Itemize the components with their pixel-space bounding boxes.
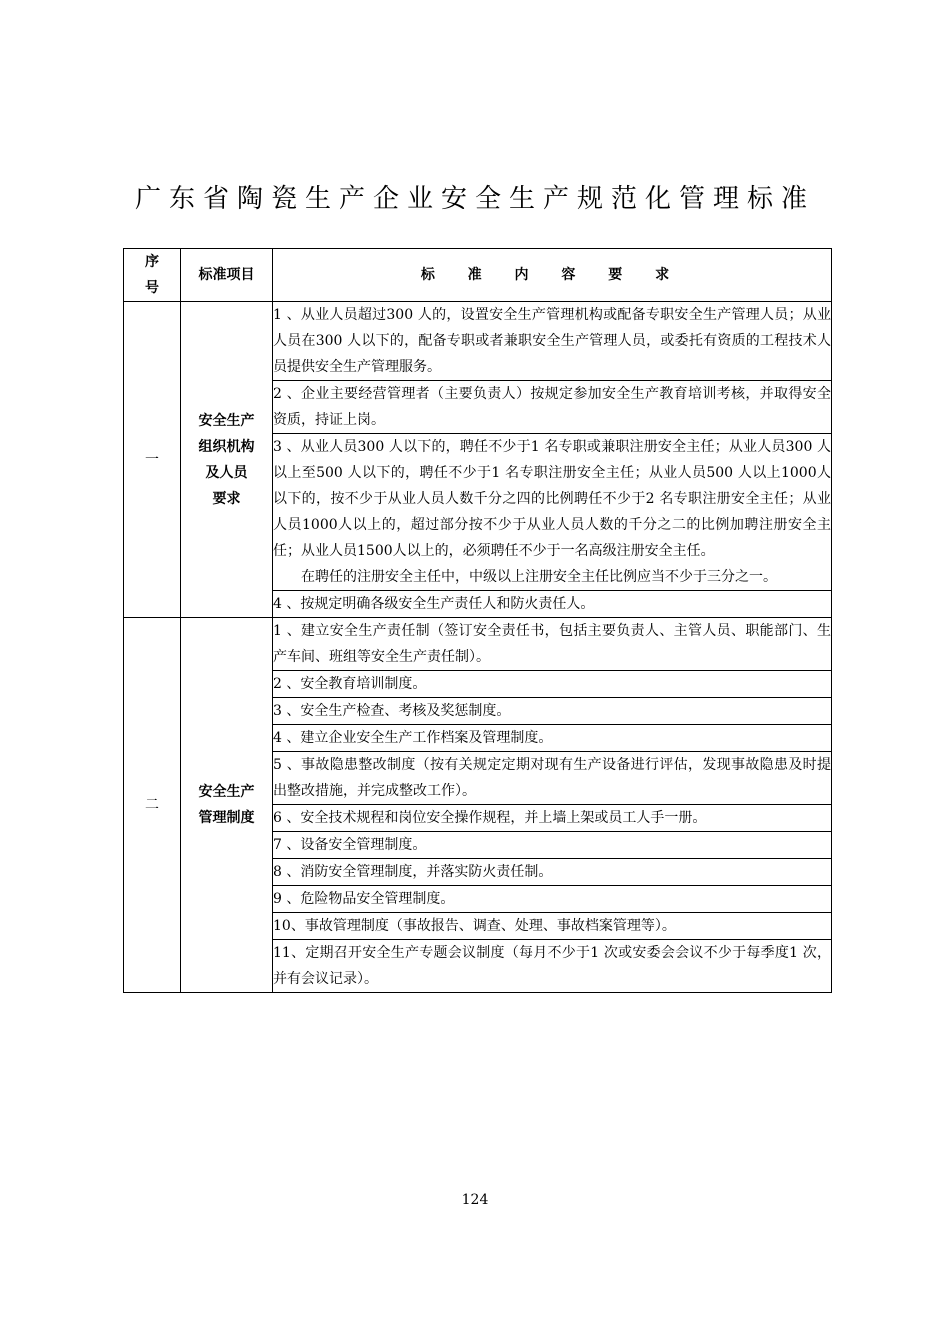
requirement-cell xyxy=(273,381,832,434)
requirement-cell xyxy=(273,671,832,698)
section-item-line: 组织机构 xyxy=(198,438,255,455)
section-item xyxy=(181,302,273,618)
requirement-cell xyxy=(273,725,832,752)
section-item-line: 要求 xyxy=(212,490,241,507)
requirement-text: 8 、消防安全管理制度，并落实防火责任制。 xyxy=(273,864,553,880)
requirement-text: 10、事故管理制度（事故报告、调查、处理、事故档案管理等）。 xyxy=(273,918,676,934)
requirement-text: 5 、事故隐患整改制度（按有关规定定期对现有生产设备进行评估，发现事故隐患及时提出整改措施，并完成整改工作）。 xyxy=(273,757,831,799)
header-standard-item: 标准项目 xyxy=(181,249,273,302)
section-item-line: 安全生产 xyxy=(198,784,255,800)
header-requirement: 标 准 内 容 要 求 xyxy=(273,249,832,302)
header-serial-line1: 序 xyxy=(145,254,159,270)
requirement-cell xyxy=(273,859,832,886)
requirement-cell xyxy=(273,832,832,859)
table-row xyxy=(124,618,832,671)
requirement-text: 1 、从业人员超过300 人的，设置安全生产管理机构或配备专职安全生产管理人员；从业人员在300 人以下的，配备专职或者兼职安全生产管理人员，或委托有资质的工程技术人员提供安全生产管理服务。 xyxy=(273,307,831,375)
header-serial-line2: 号 xyxy=(145,280,159,296)
standards-table xyxy=(123,248,832,993)
requirement-text: 2 、安全教育培训制度。 xyxy=(273,676,427,692)
requirement-cell xyxy=(273,434,832,591)
table-body xyxy=(124,302,832,993)
requirement-cell xyxy=(273,913,832,940)
page-number: 124 xyxy=(461,1192,489,1208)
requirement-text: 11、定期召开安全生产专题会议制度（每月不少于1 次或安委会会议不少于每季度1 次，并有会议记录）。 xyxy=(273,945,831,987)
requirement-cell xyxy=(273,805,832,832)
requirement-cell xyxy=(273,886,832,913)
requirement-text: 4 、按规定明确各级安全生产责任人和防火责任人。 xyxy=(273,596,595,612)
requirement-cell xyxy=(273,591,832,618)
requirement-cell xyxy=(273,618,832,671)
requirement-text: 6 、安全技术规程和岗位安全操作规程，并上墙上架或员工人手一册。 xyxy=(273,810,707,826)
requirement-text: 2 、企业主要经营管理者（主要负责人）按规定参加安全生产教育培训考核，并取得安全资质，持证上岗。 xyxy=(273,386,831,428)
requirement-text: 7 、设备安全管理制度。 xyxy=(273,837,427,853)
section-item-line: 安全生产 xyxy=(198,412,255,429)
table-row xyxy=(124,302,832,381)
requirement-text: 9 、危险物品安全管理制度。 xyxy=(273,891,455,907)
requirement-cell xyxy=(273,752,832,805)
section-item-line: 管理制度 xyxy=(198,810,255,826)
requirement-text: 在聘任的注册安全主任中，中级以上注册安全主任比例应当不少于三分之一。 xyxy=(301,569,777,585)
section-item xyxy=(181,618,273,993)
section-number: 一 xyxy=(124,302,181,618)
requirement-cell xyxy=(273,302,832,381)
requirement-cell xyxy=(273,698,832,725)
requirement-text: 3 、从业人员300 人以下的，聘任不少于1 名专职或兼职注册安全主任；从业人员300 人以上至500 人以下的，聘任不少于1 名专职注册安全主任；从业人员500 人以上1000人以下的，按不少于从业人员人数千分之四的比例聘任不少于2 名专职注册安全主任；从业人员1000人以上的，超过部分按不少于从业人员人数的千分之二的比例加聘注册安全主任；从业人员1500人以上的，必须聘任不少于一名高级注册安全主任。 xyxy=(273,439,831,559)
requirement-text: 1 、建立安全生产责任制（签订安全责任书，包括主要负责人、主管人员、职能部门、生产车间、班组等安全生产责任制）。 xyxy=(273,623,831,665)
section-number: 二 xyxy=(124,618,181,993)
section-item-line: 及人员 xyxy=(205,464,248,481)
requirement-cell xyxy=(273,940,832,993)
requirement-text: 3 、安全生产检查、考核及奖惩制度。 xyxy=(273,703,511,719)
header-serial-number xyxy=(124,249,181,302)
requirement-text: 4 、建立企业安全生产工作档案及管理制度。 xyxy=(273,730,553,746)
document-title: 广东省陶瓷生产企业安全生产规范化管理标准 xyxy=(134,184,815,214)
table-header-row xyxy=(124,249,832,302)
